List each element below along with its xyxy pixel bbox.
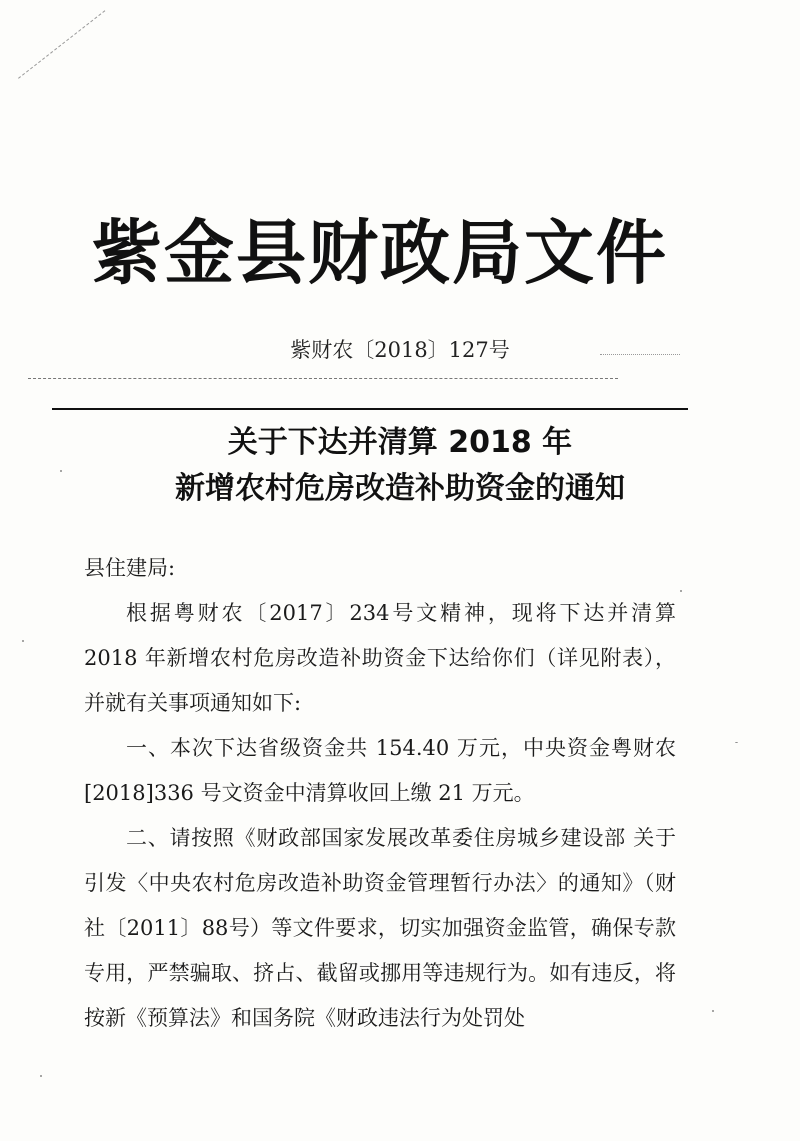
body-paragraph: 二、请按照《财政部国家发展改革委住房城乡建设部 关于引发〈中央农村危房改造补助资金管理暂行办法〉的通知》（财社〔2011〕88号）等文件要求，切实加强资金监管，确保专款专用，严禁骗取、挤占、截留或挪用等违规行为。如有违反，将按新《预算法》和国务院《财政违法行为处罚处 [84,826,676,1030]
addressee: 县住建局: [84,556,176,580]
header-separator-rule [52,408,688,410]
scan-speck [40,1075,42,1077]
scan-speck [22,640,24,642]
notice-title [0,420,800,512]
header-thin-rule [28,378,618,379]
document-number: 紫财农〔2018〕127号 [290,338,510,362]
notice-body [84,546,676,1041]
scan-speck [680,590,682,592]
document-header: 紫金县财政局文件 [92,211,668,294]
notice-title-line-1: 关于下达并清算 2018 年 [227,425,573,460]
notice-title-line-2: 新增农村危房改造补助资金的通知 [175,471,625,506]
scan-speck [712,1010,714,1012]
scan-artifact-line [18,10,106,79]
body-paragraph: 一、本次下达省级资金共 154.40 万元，中央资金粤财农[2018]336 号文资金中清算收回上缴 21 万元。 [84,736,676,805]
scan-artifact-dotted-line [600,354,680,355]
scan-speck [735,742,738,743]
body-paragraph: 根据粤财农〔2017〕234号文精神，现将下达并清算 2018 年新增农村危房改造补助资金下达给你们（详见附表），并就有关事项通知如下: [84,601,676,715]
